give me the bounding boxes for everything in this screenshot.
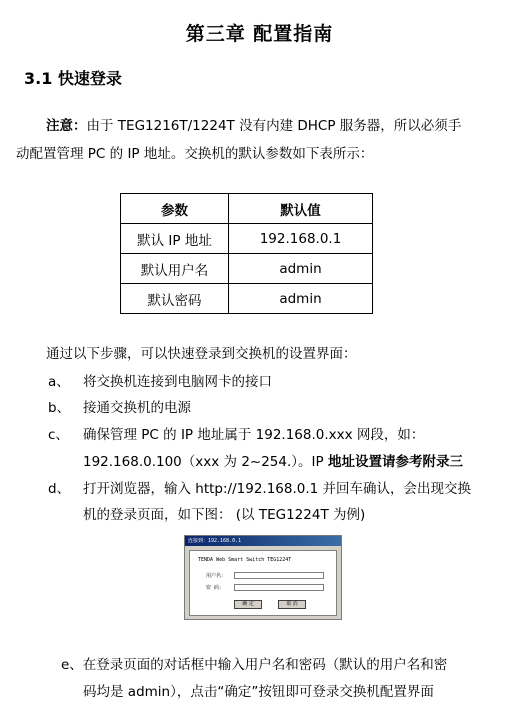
section-title: 3.1 快速登录 <box>24 69 122 88</box>
table-row <box>121 224 373 254</box>
password-field[interactable] <box>234 584 324 591</box>
step-d-line-1: 打开浏览器，输入 http://192.168.0.1 并回车确认，会出现交换 <box>83 481 472 497</box>
password-label: 密 码： <box>206 585 225 591</box>
table-cell: 默认密码 <box>121 284 229 314</box>
login-dialog-screenshot <box>184 535 342 620</box>
login-realm-text: TENDA Web Smart Switch TEG1224T <box>198 557 292 563</box>
table-header-cell: 参数 <box>121 194 229 224</box>
note-line-2: 动配置管理 PC 的 IP 地址。交换机的默认参数如下表所示： <box>16 146 374 162</box>
default-params-table <box>120 193 373 314</box>
login-dialog-body <box>189 550 337 616</box>
step-c-line-2 <box>83 453 463 471</box>
table-row <box>121 254 373 284</box>
note-line-1 <box>46 117 461 135</box>
step-e-line-2: 码均是 admin），点击“确定”按钮即可登录交换机配置界面 <box>83 684 434 700</box>
table-row <box>121 284 373 314</box>
chapter-title: 第三章 配置指南 <box>185 23 334 45</box>
table-header-cell: 默认值 <box>229 194 373 224</box>
step-d-letter: d、 <box>48 481 71 497</box>
note-text: 由于 TEG1216T/1224T 没有内建 DHCP 服务器，所以必须手 <box>86 118 462 134</box>
step-d-line-2: 机的登录页面，如下图： (以 TEG1224T 为例) <box>83 507 366 523</box>
table-cell: 默认 IP 地址 <box>121 224 229 254</box>
step-b-text: 接通交换机的电源 <box>83 400 191 416</box>
table-cell: 默认用户名 <box>121 254 229 284</box>
table-header-row <box>121 194 373 224</box>
table-cell: 192.168.0.1 <box>229 224 373 254</box>
username-label: 用户名： <box>206 573 227 579</box>
username-field[interactable] <box>234 572 324 579</box>
cancel-button[interactable]: 取 消 <box>278 600 306 609</box>
step-e-line-1: e、在登录页面的对话框中输入用户名和密码（默认的用户名和密 <box>61 657 448 673</box>
step-c-letter: c、 <box>48 427 69 443</box>
step-a-text: 将交换机连接到电脑网卡的接口 <box>83 374 272 390</box>
note-label: 注意： <box>46 118 87 134</box>
ok-button[interactable]: 确 定 <box>234 600 262 609</box>
login-dialog-titlebar: 连接到：192.168.0.1 <box>185 536 341 546</box>
step-c-line-1: 确保管理 PC 的 IP 地址属于 192.168.0.xxx 网段，如： <box>83 427 425 443</box>
appendix-reference: 地址设置请参考附录三 <box>327 454 463 470</box>
intro-text: 通过以下步骤，可以快速登录到交换机的设置界面： <box>46 346 357 362</box>
step-c-line-2-text: 192.168.0.100（xxx 为 2~254.）。IP <box>83 454 328 470</box>
table-cell: admin <box>229 284 373 314</box>
table-cell: admin <box>229 254 373 284</box>
step-b-letter: b、 <box>48 400 71 416</box>
step-a-letter: a、 <box>48 374 70 390</box>
